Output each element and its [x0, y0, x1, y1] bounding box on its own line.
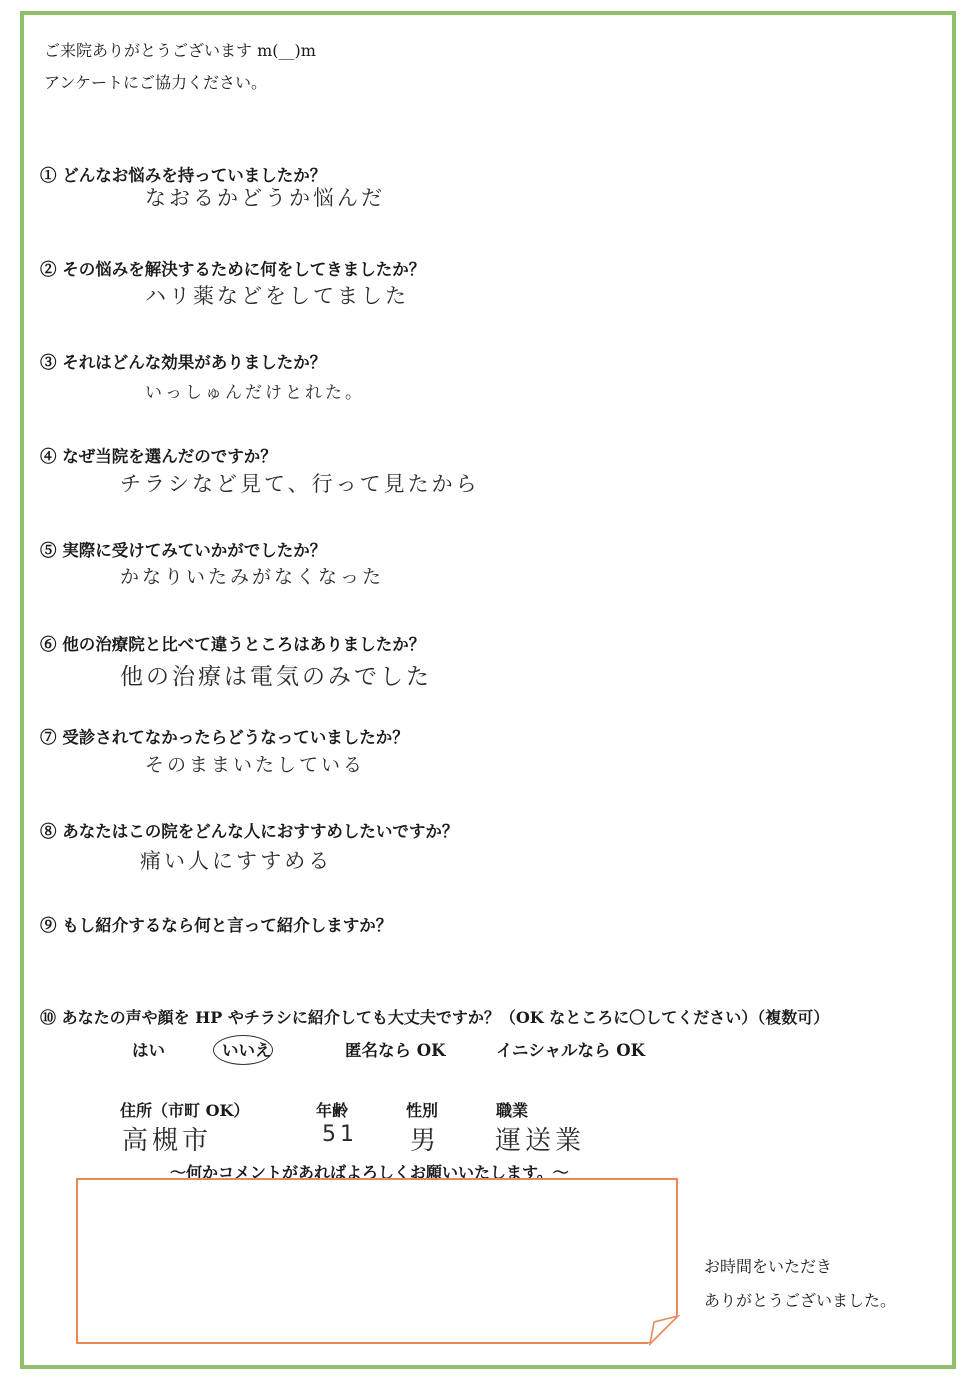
- page-curl-icon: [648, 1314, 680, 1346]
- age-label: 年齢: [316, 1101, 349, 1120]
- age-value: 51: [322, 1122, 358, 1147]
- gender-value: 男: [410, 1126, 441, 1156]
- question-8: ⑧ あなたはこの院をどんな人におすすめしたいですか？: [40, 822, 459, 841]
- job-value: 運送業: [495, 1126, 586, 1156]
- answer-2: ハリ薬などをしてました: [145, 284, 409, 308]
- address-value: 高槻市: [122, 1126, 213, 1156]
- question-6: ⑥ 他の治療院と比べて違うところはありましたか？: [40, 635, 426, 654]
- address-label: 住所（市町 OK）: [120, 1101, 250, 1120]
- thanks-line-2: ありがとうございました。: [704, 1291, 897, 1310]
- answer-8: 痛い人にすすめる: [140, 849, 333, 873]
- question-7: ⑦ 受診されてなかったらどうなっていましたか？: [40, 728, 409, 747]
- answer-5: かなりいたみがなくなった: [120, 566, 385, 588]
- question-3: ③ それはどんな効果がありましたか？: [40, 353, 327, 372]
- comment-box[interactable]: [76, 1178, 678, 1344]
- question-4: ④ なぜ当院を選んだのですか？: [40, 447, 277, 466]
- question-5: ⑤ 実際に受けてみていかがでしたか？: [40, 541, 327, 560]
- answer-6: 他の治療は電気のみでした: [120, 664, 432, 690]
- job-label: 職業: [496, 1101, 529, 1120]
- intro-request: アンケートにご協力ください。: [44, 73, 268, 92]
- question-1: ① どんなお悩みを持っていましたか？: [40, 166, 327, 185]
- question-2: ② その悩みを解決するために何をしてきましたか？: [40, 260, 426, 279]
- option-no[interactable]: いいえ: [222, 1041, 272, 1060]
- answer-1: なおるかどうか悩んだ: [145, 186, 385, 210]
- answer-7: そのままいたしている: [145, 754, 366, 776]
- answer-3: いっしゅんだけとれた。: [145, 383, 365, 403]
- question-10: ⑩ あなたの声や顔を HP やチラシに紹介しても大丈夫ですか？（OK なところに〇してください）（複数可）: [40, 1008, 830, 1027]
- option-initials[interactable]: イニシャルなら OK: [496, 1041, 645, 1060]
- intro-greeting: ご来院ありがとうございます m(__)m: [44, 41, 316, 60]
- comment-title: ～何かコメントがあればよろしくお願いいたします。～: [168, 1160, 571, 1183]
- question-9: ⑨ もし紹介するなら何と言って紹介しますか？: [40, 916, 393, 935]
- selected-circle: [213, 1035, 273, 1065]
- thanks-line-1: お時間をいただき: [704, 1257, 833, 1276]
- comment-text: [78, 1180, 676, 1200]
- option-yes[interactable]: はい: [132, 1041, 165, 1060]
- answer-4: チラシなど見て、行って見たから: [120, 472, 480, 496]
- gender-label: 性別: [406, 1101, 439, 1120]
- option-anonymous[interactable]: 匿名なら OK: [345, 1041, 446, 1060]
